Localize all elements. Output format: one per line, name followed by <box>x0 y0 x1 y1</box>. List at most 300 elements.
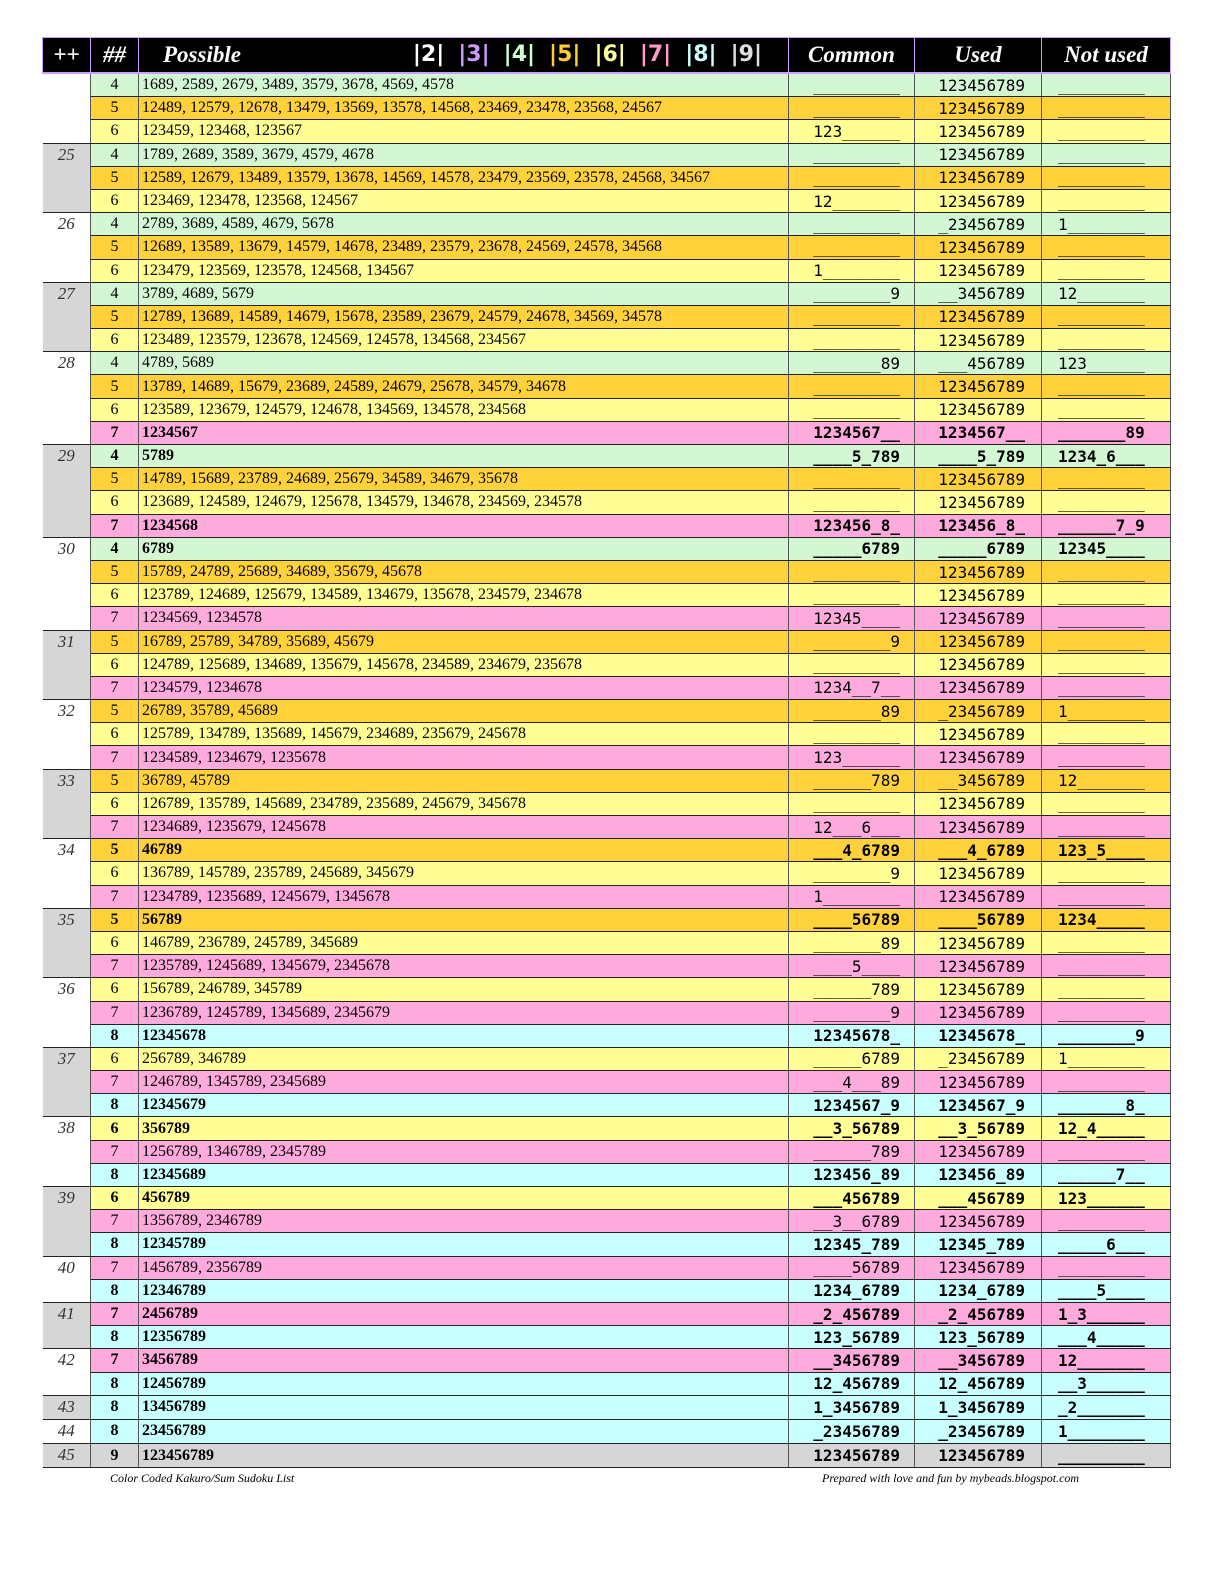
common-cell: 1________ <box>789 885 915 908</box>
possible-cell: 146789, 236789, 245789, 345689 <box>139 931 789 954</box>
common-cell: 12345678_ <box>789 1024 915 1047</box>
common-cell: ____56789 <box>789 1256 915 1279</box>
used-cell: 123456789 <box>915 978 1042 1001</box>
possible-cell: 124789, 125689, 134689, 135679, 145678, 234589, 234679, 235678 <box>139 653 789 676</box>
count-cell: 7 <box>91 885 139 908</box>
common-cell: ________9 <box>789 282 915 305</box>
not-used-cell: _______89 <box>1042 421 1171 444</box>
not-used-cell: _________ <box>1042 189 1171 212</box>
possible-cell: 12345679 <box>139 1094 789 1117</box>
sum-cell: 45 <box>43 1444 91 1468</box>
possible-cell: 1234569, 1234578 <box>139 607 789 630</box>
table-row <box>43 700 1171 723</box>
used-cell: 123456789 <box>915 259 1042 282</box>
common-cell: 1234567__ <box>789 421 915 444</box>
digit-count-color-key <box>399 42 762 67</box>
table-row <box>43 97 1171 120</box>
sum-cell: 44 <box>43 1419 91 1443</box>
used-cell: ___4_6789 <box>915 839 1042 862</box>
possible-cell: 3456789 <box>139 1349 789 1372</box>
used-cell: 123456789 <box>915 375 1042 398</box>
count-cell: 6 <box>91 1117 139 1140</box>
count-cell: 7 <box>91 421 139 444</box>
possible-cell: 36789, 45789 <box>139 769 789 792</box>
used-cell: 123456789 <box>915 1140 1042 1163</box>
sum-cell: 27 <box>43 282 91 352</box>
possible-cell: 1356789, 2346789 <box>139 1210 789 1233</box>
sum-cell: 35 <box>43 908 91 978</box>
common-cell: _________ <box>789 375 915 398</box>
not-used-cell: _________ <box>1042 259 1171 282</box>
count-cell: 5 <box>91 375 139 398</box>
common-cell: 12___6___ <box>789 816 915 839</box>
used-cell: _23456789 <box>915 213 1042 236</box>
table-row <box>43 166 1171 189</box>
table-row <box>43 329 1171 352</box>
not-used-cell: _________ <box>1042 955 1171 978</box>
sum-header: ++ <box>43 38 91 74</box>
table-row <box>43 1326 1171 1349</box>
common-cell: ___456789 <box>789 1187 915 1210</box>
count-cell: 7 <box>91 746 139 769</box>
common-cell: _________ <box>789 213 915 236</box>
used-cell: 123456789 <box>915 862 1042 885</box>
count-cell: 8 <box>91 1024 139 1047</box>
count-cell: 5 <box>91 468 139 491</box>
count-cell: 7 <box>91 1210 139 1233</box>
used-cell: 123456789 <box>915 189 1042 212</box>
possible-cell: 12346789 <box>139 1279 789 1302</box>
count-cell: 4 <box>91 445 139 468</box>
count-cell: 7 <box>91 1302 139 1325</box>
common-cell: ______789 <box>789 1140 915 1163</box>
possible-cell: 1234567 <box>139 421 789 444</box>
used-cell: __3456789 <box>915 282 1042 305</box>
table-row <box>43 607 1171 630</box>
count-cell: 7 <box>91 1071 139 1094</box>
not-used-cell: 123______ <box>1042 1187 1171 1210</box>
used-cell: _23456789 <box>915 1419 1042 1443</box>
count-cell: 7 <box>91 514 139 537</box>
table-row <box>43 375 1171 398</box>
common-cell: __3456789 <box>789 1349 915 1372</box>
possible-cell: 456789 <box>139 1187 789 1210</box>
count-cell: 5 <box>91 305 139 328</box>
digit-count-tag: |4| <box>503 42 536 67</box>
not-used-cell: _________ <box>1042 73 1171 97</box>
table-row <box>43 1187 1171 1210</box>
possible-cell: 2456789 <box>139 1302 789 1325</box>
not-used-cell: _________ <box>1042 931 1171 954</box>
count-cell: 6 <box>91 584 139 607</box>
used-cell: __3456789 <box>915 1349 1042 1372</box>
used-cell: 1_3456789 <box>915 1395 1042 1419</box>
table-row <box>43 560 1171 583</box>
table-row <box>43 1279 1171 1302</box>
common-cell: 1________ <box>789 259 915 282</box>
not-used-cell: _________ <box>1042 676 1171 699</box>
used-cell: 123456789 <box>915 120 1042 143</box>
possible-cell: 1235789, 1245689, 1345679, 2345678 <box>139 955 789 978</box>
sum-cell: 31 <box>43 630 91 700</box>
count-cell: 4 <box>91 143 139 166</box>
possible-cell: 126789, 135789, 145689, 234789, 235689, 245679, 345678 <box>139 792 789 815</box>
possible-cell: 136789, 145789, 235789, 245689, 345679 <box>139 862 789 885</box>
count-cell: 8 <box>91 1163 139 1186</box>
table-row <box>43 120 1171 143</box>
not-used-cell: 12345____ <box>1042 537 1171 560</box>
table-row <box>43 746 1171 769</box>
sum-cell: 41 <box>43 1302 91 1348</box>
used-cell: 123456789 <box>915 468 1042 491</box>
used-cell: 123456789 <box>915 676 1042 699</box>
common-cell: _________ <box>789 584 915 607</box>
count-cell: 6 <box>91 978 139 1001</box>
table-row <box>43 862 1171 885</box>
not-used-cell: _____6___ <box>1042 1233 1171 1256</box>
not-used-cell: 12_4_____ <box>1042 1117 1171 1140</box>
count-cell: 6 <box>91 653 139 676</box>
table-row <box>43 1210 1171 1233</box>
sum-cell: 43 <box>43 1395 91 1419</box>
not-used-cell: _2_______ <box>1042 1395 1171 1419</box>
table-row <box>43 259 1171 282</box>
sum-cell: 32 <box>43 700 91 770</box>
common-cell: 1234_6789 <box>789 1279 915 1302</box>
not-used-cell: _________ <box>1042 1256 1171 1279</box>
used-cell: ____5_789 <box>915 445 1042 468</box>
not-used-cell: _________ <box>1042 978 1171 1001</box>
table-row <box>43 955 1171 978</box>
table-row <box>43 1233 1171 1256</box>
used-header: Used <box>915 38 1042 74</box>
common-cell: ____5_789 <box>789 445 915 468</box>
count-cell: 6 <box>91 1047 139 1070</box>
possible-cell: 12456789 <box>139 1372 789 1395</box>
possible-cell: 12689, 13589, 13679, 14579, 14678, 23489, 23579, 23678, 24569, 24578, 34568 <box>139 236 789 259</box>
not-used-cell: __3______ <box>1042 1372 1171 1395</box>
table-row <box>43 931 1171 954</box>
possible-cell: 125789, 134789, 135689, 145679, 234689, 235679, 245678 <box>139 723 789 746</box>
possible-cell: 1246789, 1345789, 2345689 <box>139 1071 789 1094</box>
count-cell: 5 <box>91 97 139 120</box>
used-cell: 123456789 <box>915 329 1042 352</box>
used-cell: 123456789 <box>915 955 1042 978</box>
used-cell: 123456789 <box>915 97 1042 120</box>
possible-cell: 1256789, 1346789, 2345789 <box>139 1140 789 1163</box>
sum-cell: 25 <box>43 143 91 213</box>
footer-credit: Prepared with love and fun by mybeads.blogspot.com <box>822 1471 1080 1485</box>
count-cell: 6 <box>91 189 139 212</box>
common-cell: _________ <box>789 792 915 815</box>
used-cell: 123456789 <box>915 491 1042 514</box>
common-cell: ________9 <box>789 1001 915 1024</box>
possible-cell: 1689, 2589, 2679, 3489, 3579, 3678, 4569, 4578 <box>139 73 789 97</box>
table-row <box>43 1302 1171 1325</box>
table-row <box>43 769 1171 792</box>
common-cell: _________ <box>789 73 915 97</box>
possible-cell: 1234579, 1234678 <box>139 676 789 699</box>
table-row <box>43 630 1171 653</box>
table-row <box>43 1024 1171 1047</box>
possible-cell: 1234689, 1235679, 1245678 <box>139 816 789 839</box>
common-cell: 1234__7__ <box>789 676 915 699</box>
possible-cell: 14789, 15689, 23789, 24689, 25679, 34589, 34679, 35678 <box>139 468 789 491</box>
common-cell: ____5____ <box>789 955 915 978</box>
count-cell: 6 <box>91 931 139 954</box>
table-row <box>43 584 1171 607</box>
not-used-cell: 1________ <box>1042 1419 1171 1443</box>
count-cell: 5 <box>91 166 139 189</box>
used-cell: 123456789 <box>915 630 1042 653</box>
not-used-cell: _________ <box>1042 491 1171 514</box>
count-cell: 7 <box>91 1349 139 1372</box>
count-cell: 4 <box>91 213 139 236</box>
table-row <box>43 1444 1171 1468</box>
table-row <box>43 1140 1171 1163</box>
not-used-cell: _______8_ <box>1042 1094 1171 1117</box>
table-row <box>43 143 1171 166</box>
table-body <box>43 73 1171 1468</box>
table-row <box>43 908 1171 931</box>
used-cell: 12345678_ <box>915 1024 1042 1047</box>
common-cell: _________ <box>789 398 915 421</box>
sum-cell: 37 <box>43 1047 91 1117</box>
sum-cell: 33 <box>43 769 91 839</box>
used-cell: 123456789 <box>915 236 1042 259</box>
not-used-cell: _________ <box>1042 143 1171 166</box>
digit-count-tag: |8| <box>685 42 717 67</box>
not-used-cell: 12_______ <box>1042 769 1171 792</box>
possible-cell: 5789 <box>139 445 789 468</box>
table-row <box>43 1001 1171 1024</box>
not-used-cell: _________ <box>1042 97 1171 120</box>
possible-cell: 1234589, 1234679, 1235678 <box>139 746 789 769</box>
count-cell: 6 <box>91 792 139 815</box>
used-cell: 123456789 <box>915 73 1042 97</box>
digit-count-tag: |2| <box>412 42 445 67</box>
possible-cell: 13789, 14689, 15679, 23689, 24589, 24679, 25678, 34579, 34678 <box>139 375 789 398</box>
table-row <box>43 653 1171 676</box>
used-cell: 123456789 <box>915 1256 1042 1279</box>
common-cell: _________ <box>789 236 915 259</box>
possible-cell: 123469, 123478, 123568, 124567 <box>139 189 789 212</box>
table-row <box>43 1395 1171 1419</box>
possible-cell: 1236789, 1245789, 1345689, 2345679 <box>139 1001 789 1024</box>
used-cell: 12345_789 <box>915 1233 1042 1256</box>
table-row <box>43 723 1171 746</box>
common-cell: ___4___89 <box>789 1071 915 1094</box>
common-cell: _________ <box>789 491 915 514</box>
common-cell: ________9 <box>789 862 915 885</box>
possible-cell: 15789, 24789, 25689, 34689, 35679, 45678 <box>139 560 789 583</box>
not-used-cell: _________ <box>1042 723 1171 746</box>
common-cell: 123______ <box>789 746 915 769</box>
possible-cell: 123459, 123468, 123567 <box>139 120 789 143</box>
not-used-cell: _________ <box>1042 792 1171 815</box>
used-cell: _23456789 <box>915 1047 1042 1070</box>
count-cell: 6 <box>91 862 139 885</box>
table-row <box>43 676 1171 699</box>
used-cell: _23456789 <box>915 700 1042 723</box>
table-row <box>43 537 1171 560</box>
table-row <box>43 445 1171 468</box>
possible-cell: 12789, 13689, 14589, 14679, 15678, 23589, 23679, 24579, 24678, 34569, 34578 <box>139 305 789 328</box>
count-cell: 8 <box>91 1233 139 1256</box>
count-cell: 5 <box>91 630 139 653</box>
used-cell: __3456789 <box>915 769 1042 792</box>
used-cell: 123456789 <box>915 1210 1042 1233</box>
used-cell: 123456789 <box>915 560 1042 583</box>
possible-cell: 12356789 <box>139 1326 789 1349</box>
possible-header-label: Possible <box>163 42 241 67</box>
table-row <box>43 839 1171 862</box>
kakuro-combination-table <box>42 37 1171 1468</box>
count-cell: 7 <box>91 676 139 699</box>
possible-cell: 16789, 25789, 34789, 35689, 45679 <box>139 630 789 653</box>
common-cell: _____6789 <box>789 1047 915 1070</box>
possible-cell: 123689, 124589, 124679, 125678, 134579, 134678, 234569, 234578 <box>139 491 789 514</box>
count-cell: 5 <box>91 560 139 583</box>
used-cell: 123456789 <box>915 653 1042 676</box>
table-row <box>43 1117 1171 1140</box>
table-row <box>43 305 1171 328</box>
possible-cell: 12345789 <box>139 1233 789 1256</box>
used-cell: __3_56789 <box>915 1117 1042 1140</box>
not-used-cell: _________ <box>1042 607 1171 630</box>
count-cell: 8 <box>91 1395 139 1419</box>
table-row <box>43 421 1171 444</box>
count-cell: 8 <box>91 1419 139 1443</box>
not-used-cell: _________ <box>1042 468 1171 491</box>
possible-header <box>139 38 789 74</box>
footer-title: Color Coded Kakuro/Sum Sudoku List <box>110 1471 295 1485</box>
not-used-cell: 1________ <box>1042 213 1171 236</box>
table-row <box>43 236 1171 259</box>
sum-cell: 28 <box>43 352 91 445</box>
table-row <box>43 1163 1171 1186</box>
not-used-cell: 1________ <box>1042 700 1171 723</box>
used-cell: ____56789 <box>915 908 1042 931</box>
not-used-header: Not used <box>1042 38 1171 74</box>
common-cell: _________ <box>789 560 915 583</box>
not-used-cell: _________ <box>1042 885 1171 908</box>
possible-cell: 123489, 123579, 123678, 124569, 124578, 134568, 234567 <box>139 329 789 352</box>
table-row <box>43 213 1171 236</box>
not-used-cell: 12_______ <box>1042 282 1171 305</box>
used-cell: 123456789 <box>915 931 1042 954</box>
common-cell: _________ <box>789 97 915 120</box>
count-cell: 6 <box>91 491 139 514</box>
not-used-cell: _________ <box>1042 1001 1171 1024</box>
common-cell: 12_______ <box>789 189 915 212</box>
possible-cell: 3789, 4689, 5679 <box>139 282 789 305</box>
possible-cell: 13456789 <box>139 1395 789 1419</box>
common-header: Common <box>789 38 915 74</box>
common-cell: _________ <box>789 468 915 491</box>
count-cell: 6 <box>91 1187 139 1210</box>
count-cell: 8 <box>91 1094 139 1117</box>
not-used-cell: _________ <box>1042 862 1171 885</box>
count-cell: 7 <box>91 1001 139 1024</box>
common-cell: ______789 <box>789 978 915 1001</box>
common-cell: 1234567_9 <box>789 1094 915 1117</box>
common-cell: 123456_8_ <box>789 514 915 537</box>
table-row <box>43 73 1171 97</box>
not-used-cell: ___4_____ <box>1042 1326 1171 1349</box>
used-cell: 123456789 <box>915 1071 1042 1094</box>
not-used-cell: _________ <box>1042 630 1171 653</box>
digit-count-tag: |9| <box>730 42 762 67</box>
digit-count-tag: |3| <box>458 42 490 67</box>
count-cell: 9 <box>91 1444 139 1468</box>
used-cell: 1234567__ <box>915 421 1042 444</box>
used-cell: 123456789 <box>915 1444 1042 1468</box>
count-cell: 5 <box>91 700 139 723</box>
sum-cell: 42 <box>43 1349 91 1395</box>
not-used-cell: _________ <box>1042 584 1171 607</box>
table-row <box>43 468 1171 491</box>
common-cell: ________9 <box>789 630 915 653</box>
sum-cell: 38 <box>43 1117 91 1187</box>
common-cell: _23456789 <box>789 1419 915 1443</box>
possible-cell: 6789 <box>139 537 789 560</box>
common-cell: _______89 <box>789 352 915 375</box>
not-used-cell: _________ <box>1042 1140 1171 1163</box>
not-used-cell: 123_5____ <box>1042 839 1171 862</box>
possible-cell: 123479, 123569, 123578, 124568, 134567 <box>139 259 789 282</box>
sum-cell: 29 <box>43 445 91 538</box>
used-cell: 123456789 <box>915 305 1042 328</box>
count-cell: 7 <box>91 607 139 630</box>
not-used-cell: 12_______ <box>1042 1349 1171 1372</box>
count-cell: 5 <box>91 236 139 259</box>
used-cell: 123456789 <box>915 746 1042 769</box>
common-cell: 12345_789 <box>789 1233 915 1256</box>
table-row <box>43 189 1171 212</box>
common-cell: _________ <box>789 653 915 676</box>
table-row <box>43 282 1171 305</box>
common-cell: _______89 <box>789 931 915 954</box>
used-cell: _____6789 <box>915 537 1042 560</box>
sum-cell <box>43 73 91 143</box>
table-row <box>43 1047 1171 1070</box>
not-used-cell: ______7__ <box>1042 1163 1171 1186</box>
used-cell: _2_456789 <box>915 1302 1042 1325</box>
not-used-cell: _________ <box>1042 236 1171 259</box>
common-cell: _________ <box>789 305 915 328</box>
possible-cell: 1456789, 2356789 <box>139 1256 789 1279</box>
common-cell: ______789 <box>789 769 915 792</box>
sum-cell: 34 <box>43 839 91 909</box>
used-cell: 123456789 <box>915 723 1042 746</box>
count-cell: 5 <box>91 769 139 792</box>
not-used-cell: _________ <box>1042 746 1171 769</box>
possible-cell: 23456789 <box>139 1419 789 1443</box>
common-cell: _________ <box>789 166 915 189</box>
common-cell: 123______ <box>789 120 915 143</box>
table-row <box>43 1419 1171 1443</box>
sum-cell: 30 <box>43 537 91 630</box>
table-row <box>43 885 1171 908</box>
possible-cell: 4789, 5689 <box>139 352 789 375</box>
table-row <box>43 792 1171 815</box>
count-cell: 6 <box>91 120 139 143</box>
table-row <box>43 1372 1171 1395</box>
possible-cell: 123789, 124689, 125679, 134589, 134679, 135678, 234579, 234678 <box>139 584 789 607</box>
count-cell: 4 <box>91 282 139 305</box>
possible-cell: 2789, 3689, 4589, 4679, 5678 <box>139 213 789 236</box>
